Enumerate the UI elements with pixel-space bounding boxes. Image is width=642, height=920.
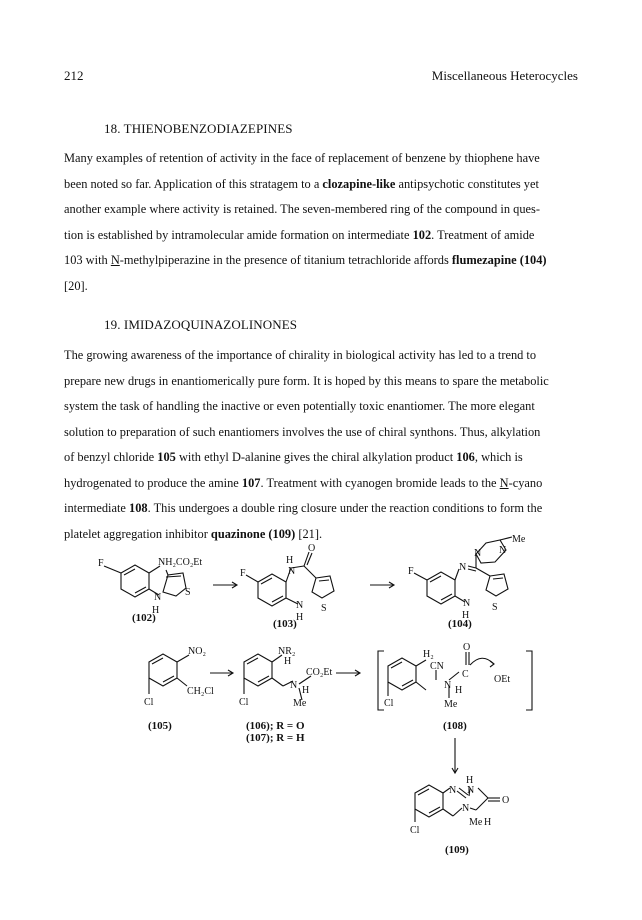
text-run: another example where activity is retained. The seven-membered ring of the compound in ques- bbox=[64, 202, 540, 216]
atom-label: N bbox=[462, 803, 470, 814]
text-line bbox=[64, 197, 584, 223]
structure-106-107 bbox=[244, 654, 311, 700]
atom-label: N bbox=[154, 592, 162, 603]
atom-label: N bbox=[288, 566, 296, 577]
atom-label: N bbox=[474, 548, 482, 559]
compound-label-106: (106); R = O bbox=[246, 720, 305, 732]
atom-label: OEt bbox=[494, 674, 511, 685]
atom-label: Me bbox=[469, 817, 483, 828]
atom-label: N bbox=[296, 600, 304, 611]
atom-label: O bbox=[463, 642, 471, 653]
atom-label: H bbox=[484, 817, 492, 828]
text-line bbox=[64, 172, 584, 198]
page-number: 212 bbox=[64, 68, 84, 83]
text-run: antipsychotic constitutes yet bbox=[395, 176, 539, 191]
compound-ref: 102 bbox=[412, 227, 432, 242]
text-line bbox=[64, 223, 584, 249]
text-line: system the task of handling the inactive or even potentially toxic enantiomer. The more elegant bbox=[64, 399, 535, 413]
text-run: -methylpiperazine in the presence of titanium tetrachloride affords bbox=[119, 253, 452, 267]
atom-label: Me bbox=[444, 699, 458, 710]
atom-label: H bbox=[284, 656, 292, 667]
text-run: platelet aggregation inhibitor bbox=[64, 526, 211, 541]
text-run: tion is established by intramolecular amide formation on intermediate bbox=[64, 227, 413, 242]
atom-label: N bbox=[444, 680, 452, 691]
text-line bbox=[64, 471, 584, 497]
atom-label: CN bbox=[430, 661, 444, 672]
text-run: . Treatment of amide bbox=[431, 227, 535, 242]
atom-label: NR₂ bbox=[278, 646, 296, 657]
atom-label: O bbox=[502, 795, 510, 806]
text-run: . This undergoes a double ring closure under the reaction conditions to form the bbox=[147, 501, 543, 515]
text-line bbox=[64, 445, 584, 471]
atom-label: F bbox=[98, 558, 104, 569]
atom-label: C bbox=[462, 669, 469, 680]
compound-label-109: (109) bbox=[445, 844, 469, 856]
atom-label: F bbox=[240, 568, 246, 579]
atom-label: Cl bbox=[144, 697, 154, 708]
structure-105 bbox=[149, 654, 189, 694]
section-19-heading: 19. IMIDAZOQUINAZOLINONES bbox=[104, 317, 298, 332]
text-line: solution to preparation of such enantiomers involves the use of chiral synthons. Thus, alkylation bbox=[64, 424, 541, 439]
section-18-heading: 18. THIENOBENZODIAZEPINES bbox=[104, 121, 293, 136]
text-run: Many examples of retention of activity in the face of replacement of benzene by thiophene have bbox=[64, 151, 540, 165]
compound-label-103: (103) bbox=[273, 618, 297, 630]
structure-102 bbox=[104, 565, 186, 597]
atom-label: Cl bbox=[384, 698, 394, 709]
text-run: [21]. bbox=[295, 526, 323, 541]
text-run: . Treatment with cyanogen bromide leads to the bbox=[260, 475, 500, 490]
text-line bbox=[64, 146, 584, 172]
atom-label: S bbox=[321, 603, 327, 614]
atom-label: N bbox=[459, 562, 467, 573]
atom-label: CO₂Et bbox=[306, 667, 333, 678]
atom-label: N bbox=[467, 785, 475, 796]
atom-label: O bbox=[308, 543, 316, 554]
atom-label: S bbox=[492, 602, 498, 613]
compound-label-105: (105) bbox=[148, 720, 172, 732]
text-line bbox=[64, 274, 584, 300]
atom-label: N bbox=[290, 680, 298, 691]
text-line: prepare new drugs in enantiomerically pure form. It is hoped by this means to spare the metabolic bbox=[64, 373, 549, 388]
text-run: [20]. bbox=[64, 278, 88, 293]
atom-label: Me bbox=[293, 698, 307, 709]
text-run: -cyano bbox=[508, 475, 543, 490]
text-run: been noted so far. Application of this stratagem to a bbox=[64, 176, 323, 191]
atom-label: H bbox=[152, 605, 160, 616]
compound-name: clozapine-like bbox=[322, 176, 396, 191]
atom-label: Me bbox=[512, 535, 526, 545]
text-run: with ethyl D-alanine gives the chiral alkylation product bbox=[175, 450, 457, 464]
text-run: of benzyl chloride bbox=[64, 450, 158, 464]
running-title: Miscellaneous Heterocycles bbox=[431, 68, 578, 83]
text-line bbox=[64, 248, 584, 274]
atom-label: S bbox=[185, 587, 191, 598]
atom-label: N bbox=[463, 598, 471, 609]
atom-label: H bbox=[455, 685, 463, 696]
compound-ref: 106 bbox=[456, 450, 475, 464]
compound-label-104: (104) bbox=[448, 618, 472, 630]
scheme-compound-labels bbox=[132, 612, 475, 856]
text-run: intermediate bbox=[64, 501, 130, 515]
compound-ref: 105 bbox=[157, 450, 176, 464]
underlined-n: N bbox=[110, 253, 120, 267]
atom-label: H bbox=[286, 555, 294, 566]
section-19-paragraph bbox=[64, 343, 584, 547]
compound-ref: 108 bbox=[129, 501, 148, 515]
atom-label: NH₂CO₂Et bbox=[158, 557, 203, 568]
compound-ref: 107 bbox=[241, 475, 261, 490]
text-line bbox=[64, 496, 584, 522]
text-run: hydrogenated to produce the amine bbox=[64, 475, 242, 490]
atom-label: H bbox=[466, 775, 474, 786]
atom-label: Cl bbox=[239, 697, 249, 708]
compound-name: flumezapine (104) bbox=[451, 253, 547, 267]
underlined-n: N bbox=[499, 475, 509, 490]
text-run: , which is bbox=[474, 450, 523, 464]
atom-label: H bbox=[296, 612, 304, 623]
atom-label: H₂ bbox=[423, 649, 434, 660]
structure-108 bbox=[388, 652, 494, 698]
atom-label: H bbox=[302, 685, 310, 696]
atom-label: F bbox=[408, 566, 414, 577]
atom-label: H bbox=[462, 610, 470, 621]
atom-label: CH₂Cl bbox=[187, 686, 214, 697]
compound-label-108: (108) bbox=[443, 720, 467, 732]
section-18-paragraph bbox=[64, 146, 584, 299]
text-line: The growing awareness of the importance of chirality in biological activity has led to a trend to bbox=[64, 348, 537, 362]
atom-label: Cl bbox=[410, 825, 420, 836]
atom-label: NO₂ bbox=[188, 646, 206, 657]
bracket-right bbox=[526, 651, 532, 710]
compound-label-102: (102) bbox=[132, 612, 156, 624]
atom-label: N bbox=[449, 785, 457, 796]
compound-label-107: (107); R = H bbox=[246, 732, 305, 744]
compound-name: quazinone (109) bbox=[210, 526, 296, 541]
reaction-scheme bbox=[0, 535, 642, 860]
atom-label: N bbox=[499, 545, 507, 556]
text-run: 103 with bbox=[64, 253, 111, 267]
